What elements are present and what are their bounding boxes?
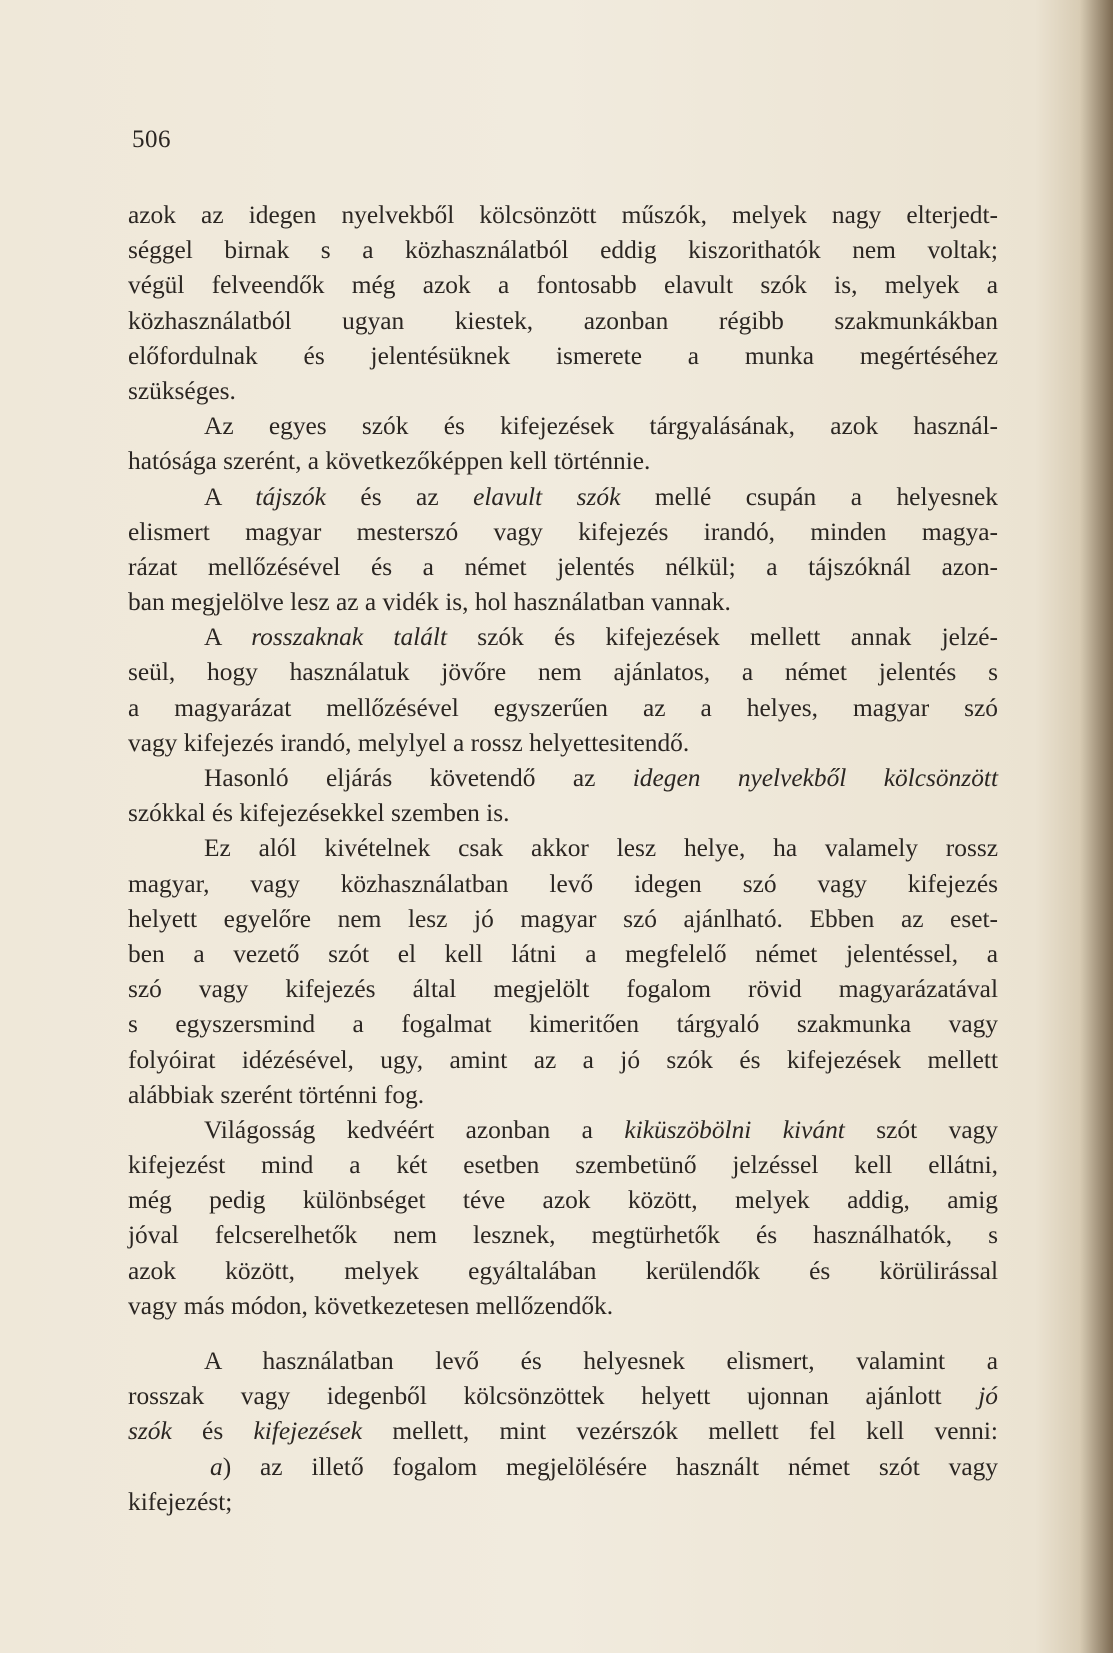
text-segment: Hasonló eljárás követendő az [204, 764, 633, 792]
text-line: magyar, vagy közhasználatban levő idegen szó vagy kifejezés [128, 869, 998, 898]
text-line: szükséges. [128, 376, 236, 405]
text-line: előfordulnak és jelentésüknek ismerete a munka megértéséhez [128, 341, 998, 370]
text-line: Ez alól kivételnek csak akkor lesz helye, ha valamely rossz [204, 834, 998, 863]
text-line: közhasználatból ugyan kiestek, azonban régibb szakmunkákban [128, 306, 998, 335]
italic-term: elavult szók [473, 482, 621, 511]
body-text [128, 198, 998, 1520]
text-line: kifejezést mind a két esetben szembetünő jelzéssel kell ellátni, [128, 1151, 998, 1180]
italic-term: szók [128, 1417, 172, 1446]
text-line: seül, hogy használatuk jövőre nem ajánlatos, a német jelentés s [128, 658, 998, 687]
text-segment: mellé csupán a helyesnek [620, 482, 999, 511]
text-line: rázat mellőzésével és a német jelentés nélkül; a tájszóknál azon- [128, 552, 998, 581]
italic-term: tájszók [255, 482, 326, 511]
text-line: szó vagy kifejezés által megjelölt fogalom rövid magyarázatával [128, 975, 998, 1004]
text-line [128, 1450, 998, 1485]
text-line: alábbiak szerént történni fog. [128, 1080, 425, 1109]
text-line [128, 620, 998, 655]
text-line: végül felveendők még azok a fontosabb elavult szók is, melyek a [128, 271, 998, 300]
italic-term: kiküszöbölni kivánt [624, 1115, 845, 1144]
text-line: ben a vezető szót el kell látni a megfelelő német jelentéssel, a [128, 939, 998, 968]
text-line: ban megjelölve lesz az a vidék is, hol használatban vannak. [128, 588, 731, 617]
text-line [128, 1113, 998, 1148]
text-line: szókkal és kifejezésekkel szemben is. [128, 799, 510, 828]
text-line: elismert magyar mesterszó vagy kifejezés irandó, minden magya- [128, 517, 998, 546]
text-line: vagy más módon, következetesen mellőzendők. [128, 1291, 614, 1320]
text-line: séggel birnak s a közhasználatból eddig kiszorithatók nem voltak; [128, 236, 998, 265]
italic-term: idegen nyelvekből kölcsönzött [632, 764, 998, 792]
text-segment: mellett, mint vezérszók mellett fel kell venni: [362, 1417, 998, 1446]
text-line: folyóirat idézésével, ugy, amint az a jó szók és kifejezések mellett [128, 1045, 998, 1074]
text-line [128, 761, 998, 796]
text-line: jóval felcserelhetők nem lesznek, megtürhetők és használhatók, s [128, 1221, 998, 1250]
text-line: azok között, melyek egyáltalában kerülendők és körülirással [128, 1256, 998, 1285]
text-segment: és az [325, 482, 474, 511]
text-line: azok az idegen nyelvekből kölcsönzött műszók, melyek nagy elterjedt- [128, 201, 998, 229]
text-segment: rosszak vagy idegenből kölcsönzöttek helyett ujonnan ajánlott [128, 1382, 979, 1411]
page-number: 506 [132, 126, 171, 153]
text-segment: A [204, 623, 252, 652]
text-segment: szót vagy [844, 1115, 998, 1144]
text-line: kifejezést; [128, 1487, 233, 1516]
text-segment: és [171, 1417, 254, 1446]
paragraph-gap [128, 1324, 998, 1344]
text-line: Az egyes szók és kifejezések tárgyalásának, azok használ- [204, 412, 998, 441]
text-line: vagy kifejezés irandó, melylyel a rossz helyettesitendő. [128, 728, 690, 757]
italic-term: rosszaknak talált [251, 623, 447, 652]
text-line: a magyarázat mellőzésével egyszerűen az a helyes, magyar szó [128, 693, 998, 722]
text-segment: Világosság kedvéért azonban a [204, 1115, 625, 1144]
text-line: hatósága szerént, a következőképpen kell történnie. [128, 447, 651, 476]
text-line [128, 1414, 998, 1449]
text-line: s egyszersmind a fogalmat kimeritően tárgyaló szakmunka vagy [128, 1010, 998, 1039]
text-line [128, 1379, 998, 1414]
text-line: helyett egyelőre nem lesz jó magyar szó ajánlható. Ebben az eset- [128, 904, 998, 933]
italic-term: kifejezések [253, 1417, 363, 1446]
text-segment: A [204, 482, 256, 511]
text-segment: szók és kifejezések mellett annak jelzé- [447, 623, 998, 652]
text-line [128, 480, 998, 515]
text-segment: ) az illető fogalom megjelölésére használt német szót vagy [222, 1452, 998, 1481]
italic-term: a [210, 1452, 223, 1481]
italic-term: jó [978, 1382, 998, 1411]
text-line: A használatban levő és helyesnek elismert, valamint a [204, 1347, 998, 1375]
text-line: még pedig különbséget téve azok között, melyek addig, amig [128, 1186, 998, 1215]
